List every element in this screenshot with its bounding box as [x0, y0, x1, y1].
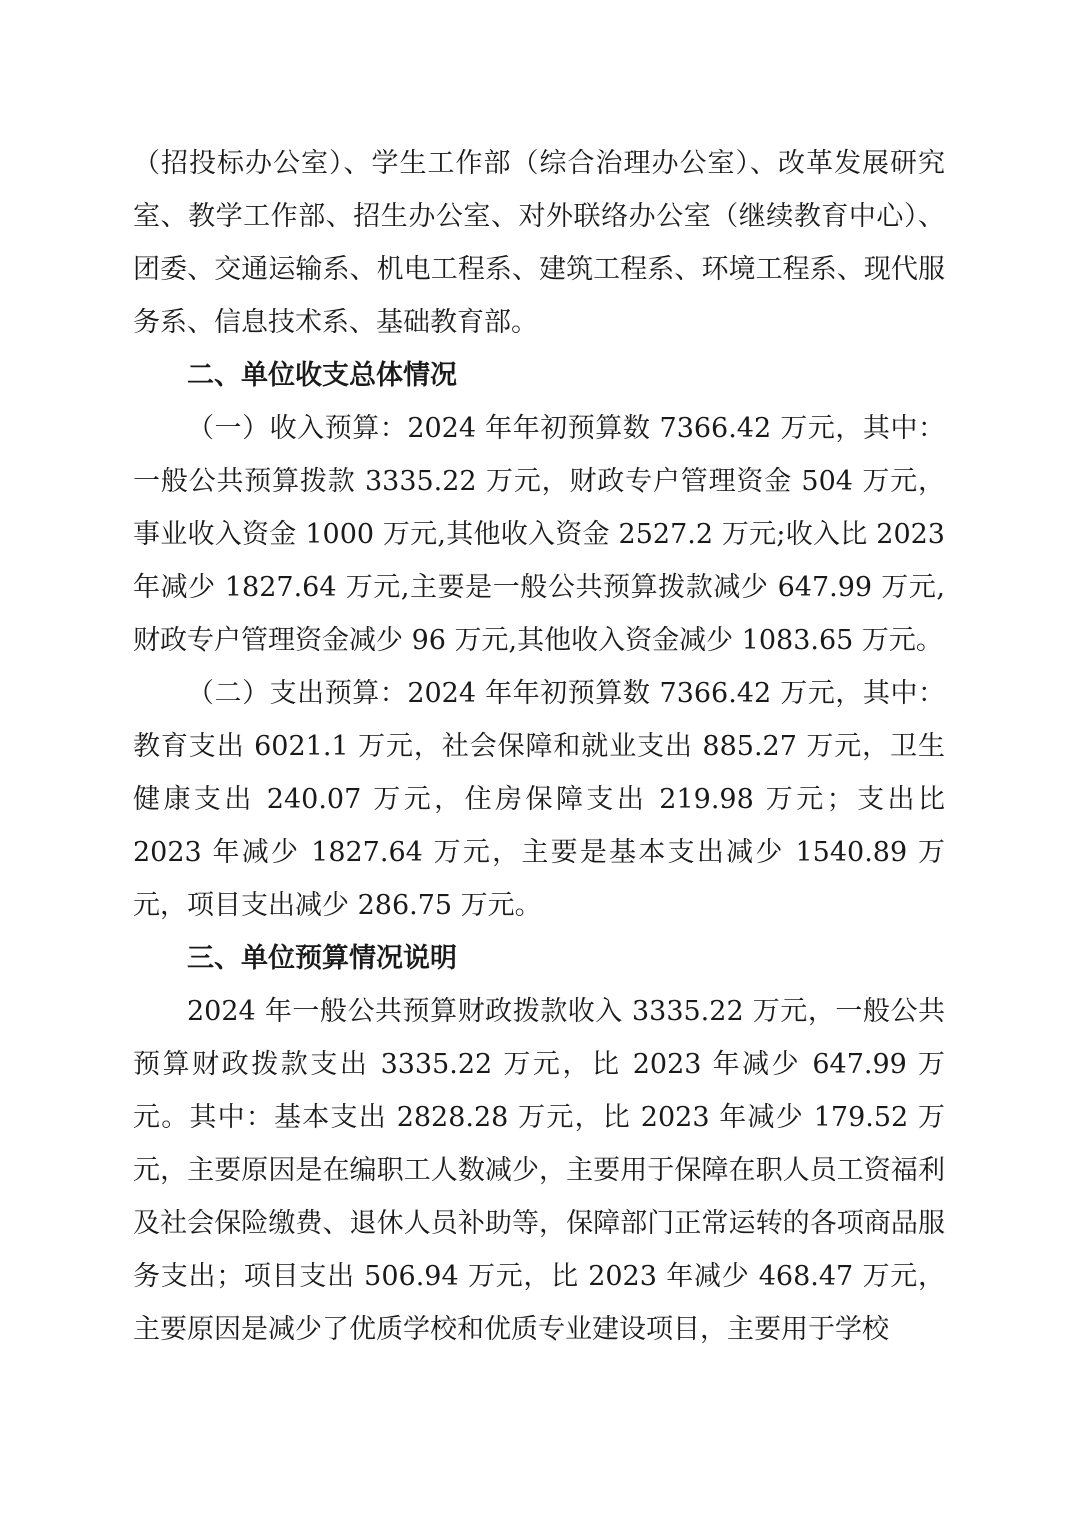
paragraph-income-budget: （一）收入预算：2024 年年初预算数 7366.42 万元，其中：一般公共预算拨款 3335.22 万元，财政专户管理资金 504 万元，事业收入资金 1000 万元,其他收入资金 2527.2 万元;收入比 2023 年减少 1827.64 万元,主要是一般公共预算拨款减少 647.99 万元,财政专户管理资金减少 96 万元,其他收入资金减少 1083.65 万元。: [133, 413, 945, 656]
paragraph-fiscal-appropriation: 2024 年一般公共预算财政拨款收入 3335.22 万元，一般公共预算财政拨款支出 3335.22 万元，比 2023 年减少 647.99 万元。其中：基本支出 2828.28 万元，比 2023 年减少 179.52 万元，主要原因是在编职工人数减少，主要用于保障在职人员工资福利及社会保险缴费、退休人员补助等，保障部门正常运转的各项商品服务支出；项目支出 506.94 万元，比 2023 年减少 468.47 万元，主要原因是减少了优质学校和优质专业建设项目，主要用于学校: [133, 996, 945, 1345]
paragraph-expenditure-budget: （二）支出预算：2024 年年初预算数 7366.42 万元，其中：教育支出 6021.1 万元，社会保障和就业支出 885.27 万元，卫生健康支出 240.07 万元，住房保障支出 219.98 万元；支出比 2023 年减少 1827.64 万元，主要是基本支出减少 1540.89 万元，项目支出减少 286.75 万元。: [133, 678, 945, 921]
document-page: [133, 137, 945, 1356]
section-heading-budget-description: 三、单位预算情况说明: [187, 943, 457, 974]
section-heading-income-expenditure: 二、单位收支总体情况: [187, 360, 457, 391]
paragraph-org-list: （招投标办公室）、学生工作部（综合治理办公室）、改革发展研究室、教学工作部、招生办公室、对外联络办公室（继续教育中心）、团委、交通运输系、机电工程系、建筑工程系、环境工程系、现代服务系、信息技术系、基础教育部。: [133, 148, 945, 338]
